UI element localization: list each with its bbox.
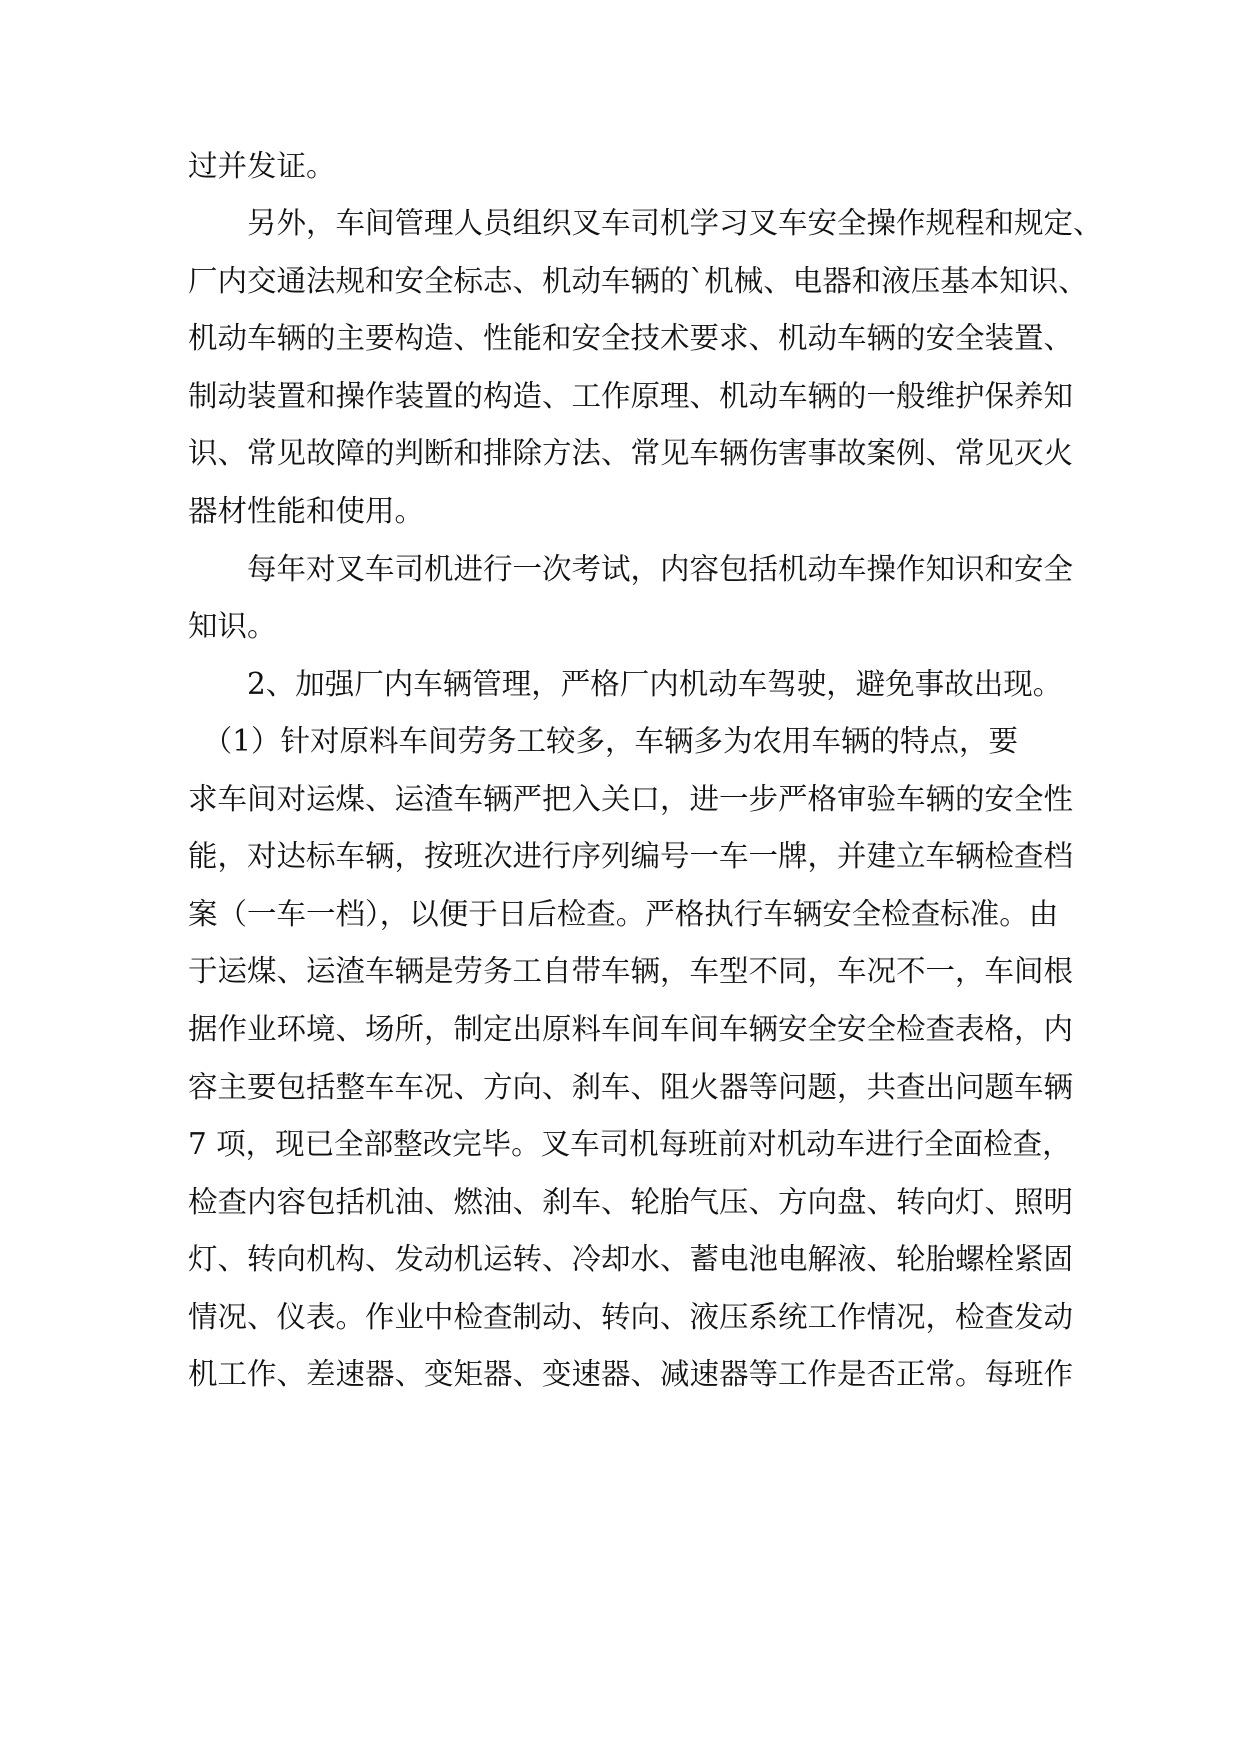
text-line: 案（一车一档），以便于日后检查。严格执行车辆安全检查标准。由 (188, 897, 1059, 931)
text-line: 检查内容包括机油、燃油、刹车、轮胎气压、方向盘、转向灯、照明 (188, 1185, 1074, 1219)
text-line: 容主要包括整车车况、方向、刹车、阻火器等问题，共查出问题车辆 (188, 1070, 1074, 1104)
text-line: 2、加强厂内车辆管理，严格厂内机动车驾驶，避免事故出现。 (188, 667, 1063, 701)
text-line: 过并发证。 (188, 149, 336, 183)
text-line: 7 项，现已全部整改完毕。叉车司机每班前对机动车进行全面检查， (188, 1127, 1072, 1161)
text-line: 于运煤、运渣车辆是劳务工自带车辆，车型不同，车况不一，车间根 (188, 954, 1074, 988)
text-line: 机动车辆的主要构造、性能和安全技术要求、机动车辆的安全装置、 (188, 321, 1074, 355)
text-line: 能，对达标车辆，按班次进行序列编号一车一牌，并建立车辆检查档 (188, 839, 1074, 873)
text-line: 厂内交通法规和安全标志、机动车辆的`机械、电器和液压基本知识、 (188, 264, 1088, 298)
text-line: （1）针对原料车间劳务工较多，车辆多为农用车辆的特点，要 (188, 724, 1019, 758)
text-line: 情况、仪表。作业中检查制动、转向、液压系统工作情况，检查发动 (188, 1300, 1074, 1334)
text-line: 器材性能和使用。 (188, 494, 425, 528)
text-line: 每年对叉车司机进行一次考试，内容包括机动车操作知识和安全 (188, 552, 1074, 586)
text-line: 另外，车间管理人员组织叉车司机学习叉车安全操作规程和规定、 (188, 206, 1103, 240)
text-line: 灯、转向机构、发动机运转、冷却水、蓄电池电解液、轮胎螺栓紧固 (188, 1242, 1074, 1276)
text-line: 据作业环境、场所，制定出原料车间车间车辆安全安全检查表格，内 (188, 1012, 1074, 1046)
text-line: 识、常见故障的判断和排除方法、常见车辆伤害事故案例、常见灭火 (188, 436, 1074, 470)
text-line: 求车间对运煤、运渣车辆严把入关口，进一步严格审验车辆的安全性 (188, 782, 1074, 816)
text-line: 制动装置和操作装置的构造、工作原理、机动车辆的一般维护保养知 (188, 379, 1074, 413)
text-line: 机工作、差速器、变矩器、变速器、减速器等工作是否正常。每班作 (188, 1357, 1074, 1391)
text-line: 知识。 (188, 609, 277, 643)
